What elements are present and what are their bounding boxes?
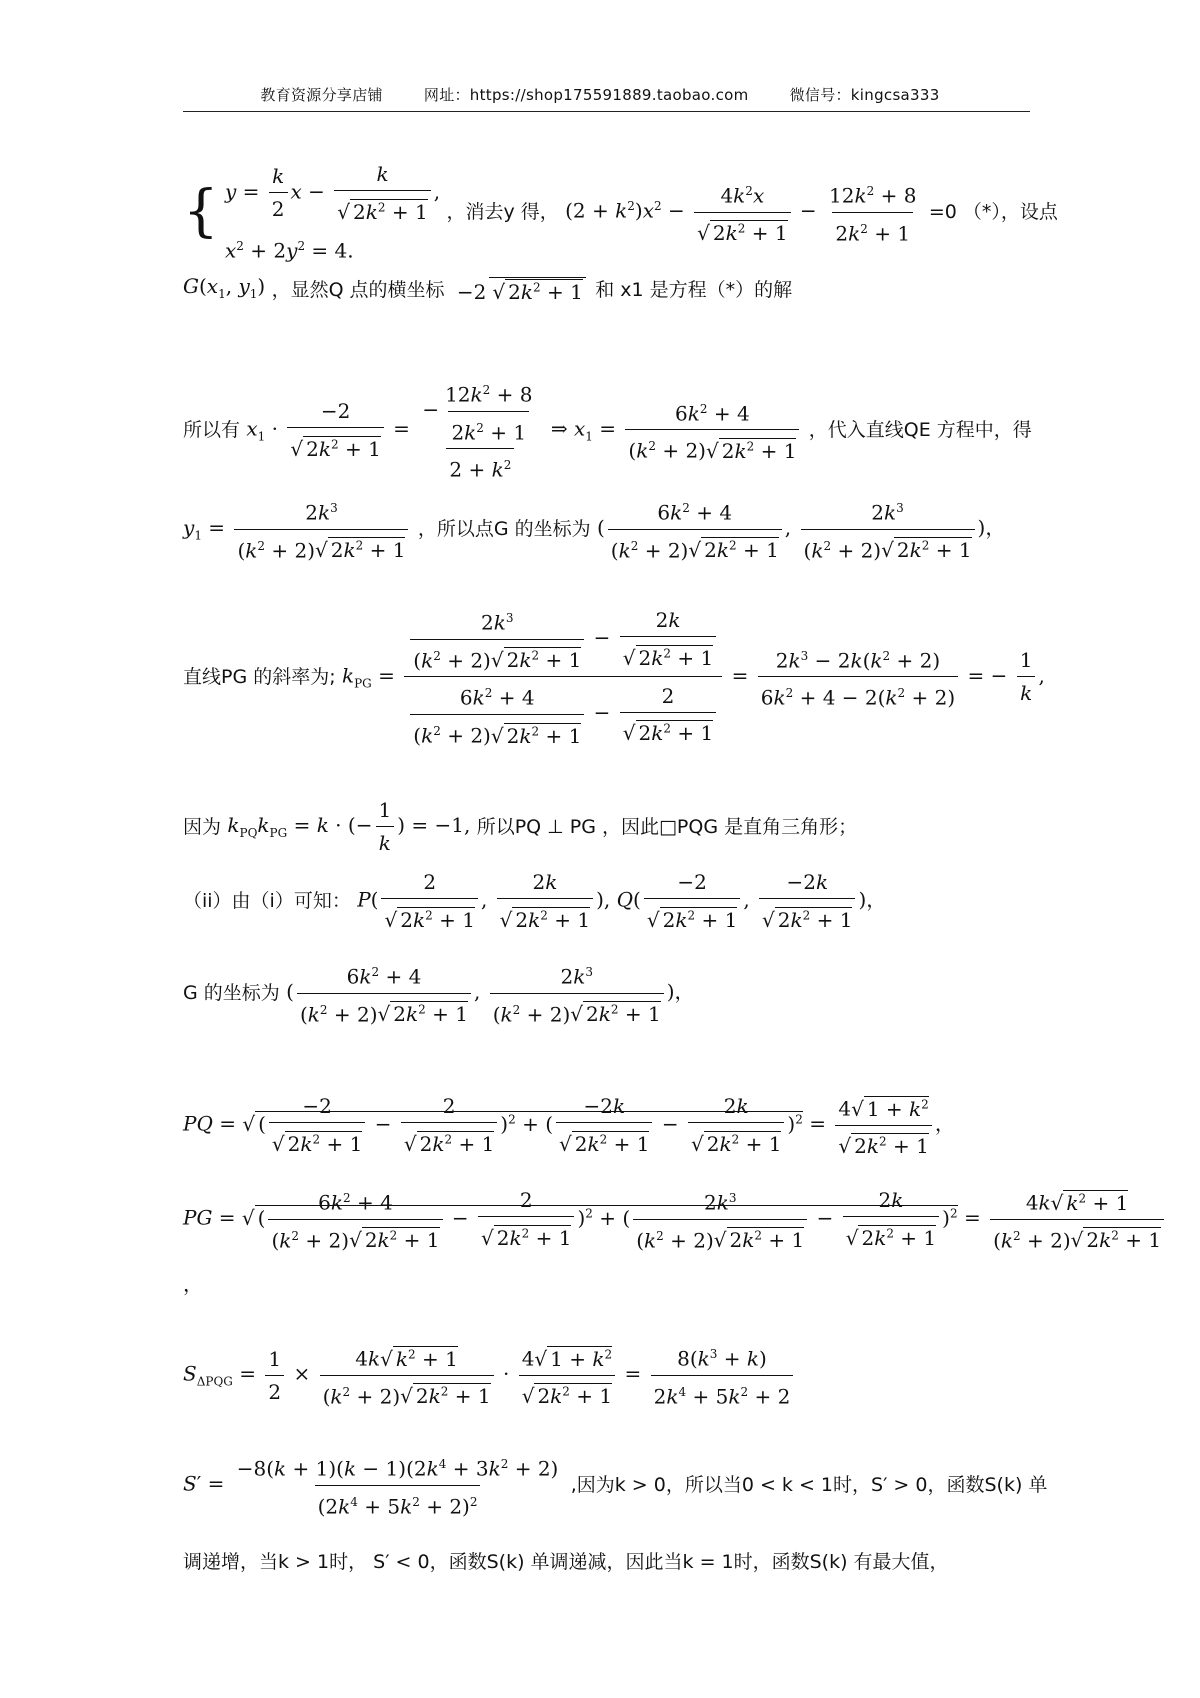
stray-comma: ， — [183, 1272, 203, 1296]
header-url: 网址：https://shop175591889.taobao.com — [423, 86, 749, 104]
y1-derivation: $y_1$ = $\frac{2k^3}{(k^2 + 2)√ 2k^2 + 1}$ ，所以点G 的坐标为 ( $\frac{6k^2 + 4}{(k^2 + 2)√ 2k^2 + 1}$ , $\frac{2k^3}{(k^2 + 2)√ 2k^2 + 1}$ )， — [183, 494, 1005, 564]
area-formula: $S_{\Delta PQG}$ = $\frac{1}{2}$ × $\frac{4k√ k^2 + 1}{(k^2 + 2)√ 2k^2 + 1}$ · 4√ $1 + k^2$ √ $2k^2 + 1$ = $\frac{8(k^3 + k)}{2k^4 + 5k^2 + 2}$ — [183, 1340, 796, 1410]
perp-text: 所以PQ ⊥ PG ，因此□PQG 是直角三角形； — [476, 815, 858, 838]
equation-system: { y = $\frac{k}{2}$ x − k √ $2k^2 + 1$ , $x^2 + 2y^2 = 4$. ，消去y 得， $(2 + k^2)x^2$ − $4k^2x$ √ $2k^2 + 1$ − $\frac{12k^2 + 8}{2k^2 + 1}$ =0 （*），设点 — [183, 160, 1058, 264]
g-coords-text: ，所以点G 的坐标为 — [417, 518, 591, 541]
conclusion-line: 调递增，当k > 1时， S′ < 0，函数S(k) 单调递减，因此当k = 1时，函数S(k) 有最大值， — [183, 1551, 949, 1573]
eq-star: =0 （*），设点 — [928, 201, 1058, 224]
part-ii: （ii）由（i）可知： P( 2 √ $2k^2 + 1$ , 2k √ $2k^2 + 1$ ), Q( −2 √ $2k^2 + 1$ , −2k √ $2k^2 + 1$ )， — [183, 868, 886, 934]
g-coordinates: G 的坐标为 ( $\frac{6k^2 + 4}{(k^2 + 2)√ 2k^2 + 1}$ , $\frac{2k^3}{(k^2 + 2)√ 2k^2 + 1}$ )， — [183, 958, 695, 1028]
pq-length: PQ = √ ( −2 √ $2k^2 + 1$ − 2 √ $2k^2 + 1$ )$^2$ + ( −2k √ $2k^2 + 1$ − 2k √ $2k^2 + 1$ )$^2$ = 4√ $1 + k^2$ √ $2k^2 + 1$ ， — [183, 1090, 955, 1160]
sub-into: ，代入直线QE 方程中，得 — [808, 418, 1032, 441]
g-def-text: ，显然Q 点的横坐标 — [271, 279, 445, 301]
deriv-tail: ,因为k > 0，所以当0 < k < 1时，S′ > 0，函数S(k) 单 — [570, 1474, 1048, 1497]
slope-pg: 直线PG 的斜率为; $k_{PG}$ = $\frac{2k^3}{(k^2 + 2)√ 2k^2 + 1}$ − 2k √ $2k^2 + 1$ $\frac{6k^2 + 4}{(k^2 + 2)√ 2k^2 + 1}$ − 2 √ $2k^2 + 1$ = $\frac{2k^3 - 2k(k^2 + 2)}{6k^2 + 4 - 2(k^2 + 2)}$ = − $\frac{1}{k}$ , — [183, 604, 1045, 750]
header-rule — [183, 111, 1030, 112]
g-coord-label: G 的坐标为 — [183, 982, 280, 1005]
derivative: S′ = $\frac{-8(k + 1)(k - 1)(2k^4 + 3k^2 + 2)}{(2k^4 + 5k^2 + 2)^2}$ ,因为k > 0，所以当0 < k < 1时，S′ > 0，函数S(k) 单 — [183, 1456, 1048, 1519]
header-wechat: 微信号：kingcsa333 — [789, 86, 940, 104]
x1-derivation: 所以有 $x_1$ · −2 √ $2k^2 + 1$ = − $\frac{12k^2 + 8}{2k^2 + 1}$ $2 + k^2$ ⇒ $x_1$ = $\frac{6k^2 + 4}{(k^2 + 2)√ 2k^2 + 1}$ ，代入直线QE 方程中，得 — [183, 376, 1032, 484]
g-definition: $G(x_1$, $y_1$) ，显然Q 点的横坐标 −2√ $2k^2 + 1$ 和 x1 是方程（*）的解 — [183, 272, 792, 308]
g-def-text-2: 和 x1 是方程（*）的解 — [595, 279, 793, 301]
perpendicular: 因为 $k_{PQ}k_{PG} = k$ · (− $\frac{1}{k}$ ) = −1, 所以PQ ⊥ PG ，因此□PQG 是直角三角形； — [183, 798, 858, 855]
header-shop: 教育资源分享店铺 — [260, 86, 383, 104]
so-have: 所以有 — [183, 418, 241, 441]
slope-label: 直线PG 的斜率为; — [183, 665, 336, 688]
page-header — [0, 84, 1200, 105]
system-tail: ，消去y 得， — [446, 201, 559, 224]
because-text: 因为 — [183, 815, 222, 838]
pg-length: PG = √ ( $\frac{6k^2 + 4}{(k^2 + 2)√ 2k^2 + 1}$ − 2 √ $2k^2 + 1$ )$^2$ + ( $\frac{2k^3}{(k^2 + 2)√ 2k^2 + 1}$ − 2k √ $2k^2 + 1$ )$^2$ = $\frac{4k√ k^2 + 1}{(k^2 + 2)√ 2k^2 + 1}$ — [183, 1184, 1167, 1254]
part-ii-label: （ii）由（i）可知： — [183, 889, 351, 912]
